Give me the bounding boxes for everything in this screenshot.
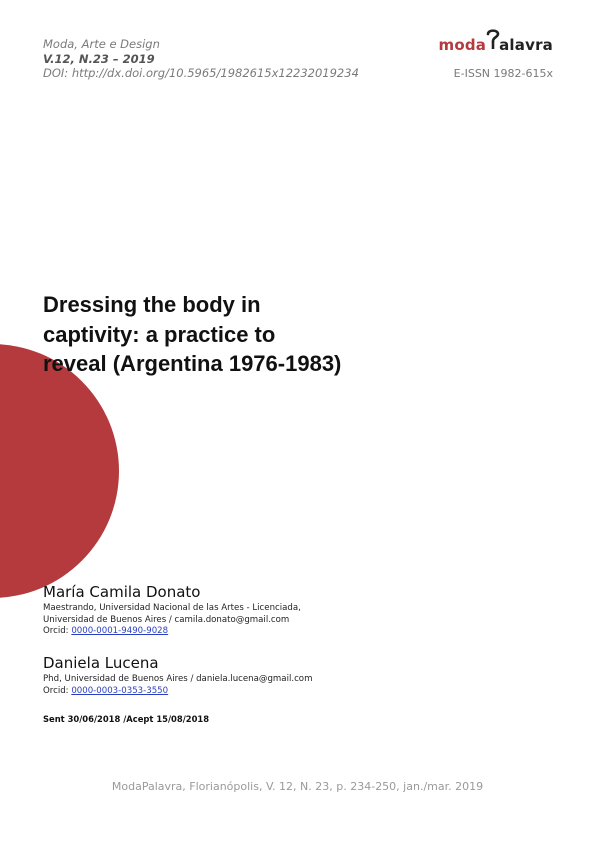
orcid-link[interactable]: 0000-0003-0353-3550: [71, 685, 169, 696]
eissn: E-ISSN 1982-615x: [453, 67, 553, 80]
orcid-link[interactable]: 0000-0001-9490-9028: [71, 626, 169, 636]
author-affiliation: Phd, Universidad de Buenos Aires / daniela.lucena@gmail.com: [43, 674, 313, 684]
author-block: [43, 654, 312, 697]
journal-name: Moda, Arte e Design: [43, 37, 160, 51]
decorative-red-circle: [0, 344, 119, 598]
author-name: María Camila Donato: [43, 583, 201, 601]
article-title: Dressing the body in captivity: a practice to reveal (Argentina 1976-1983): [43, 292, 342, 376]
orcid-label: Orcid:: [43, 626, 72, 636]
author-affiliation: Maestrando, Universidad Nacional de las Artes - Licenciada,: [43, 603, 301, 613]
question-mark-p-icon: [486, 28, 500, 50]
logo-moda: moda: [438, 36, 487, 54]
author-name: Daniela Lucena: [43, 654, 159, 672]
logo-palavra: alavra: [499, 36, 553, 54]
author-affiliation: Universidad de Buenos Aires / camila.donato@gmail.com: [43, 614, 290, 625]
doi-text[interactable]: DOI: http://dx.doi.org/10.5965/1982615x12232019234: [43, 66, 359, 80]
submission-dates: Sent 30/06/2018 /Acept 15/08/2018: [43, 714, 210, 724]
author-orcid-row: [43, 686, 312, 698]
journal-header: [43, 37, 359, 81]
page-footer: ModaPalavra, Florianópolis, V. 12, N. 23, p. 234-250, jan./mar. 2019: [111, 780, 484, 793]
author-block: [43, 583, 301, 638]
author-orcid-row: [43, 626, 301, 638]
journal-volume: V.12, N.23 – 2019: [43, 51, 155, 66]
modapalavra-logo: [439, 28, 554, 54]
orcid-label: Orcid:: [43, 685, 72, 696]
